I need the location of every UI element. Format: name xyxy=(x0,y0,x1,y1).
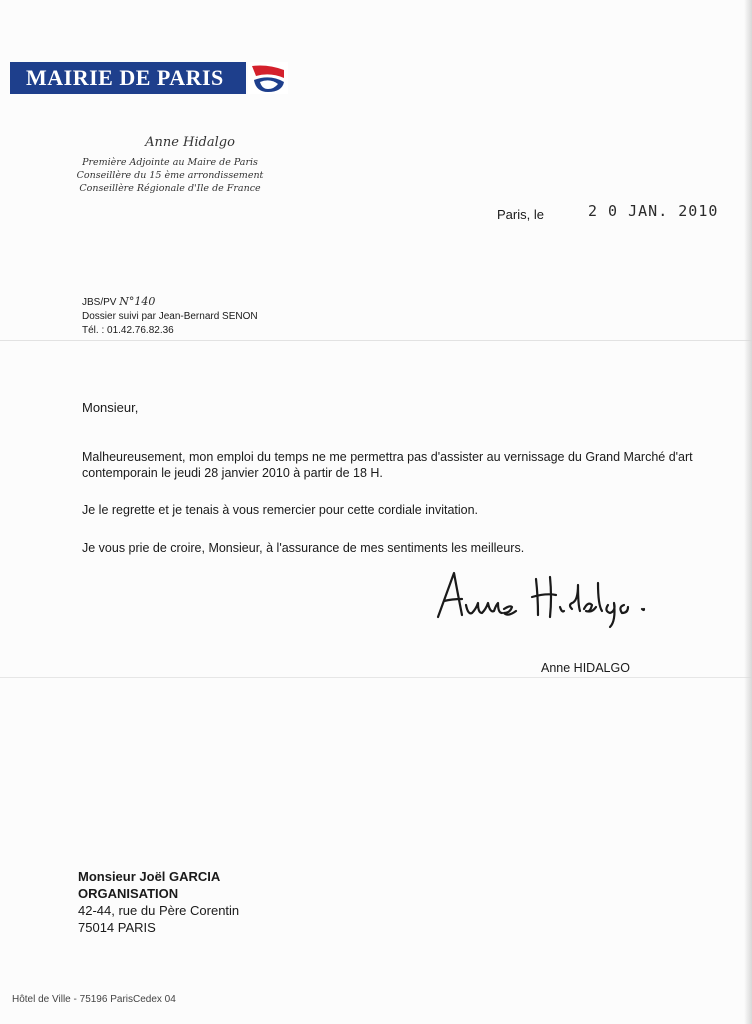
paper-fold xyxy=(0,677,752,678)
author-title: Conseillère du 15 ème arrondissement xyxy=(76,170,264,181)
paper-edge-shadow xyxy=(744,0,752,1024)
author-title: Première Adjointe au Maire de Paris xyxy=(82,157,258,168)
handwritten-signature xyxy=(432,565,662,640)
phone-line: Tél. : 01.42.76.82.36 xyxy=(82,325,174,336)
paper-fold xyxy=(0,340,752,341)
logo-bar xyxy=(10,62,246,94)
author-title: Conseillère Régionale d'Ile de France xyxy=(79,183,261,194)
dossier-line: Dossier suivi par Jean-Bernard SENON xyxy=(82,311,258,322)
author-block xyxy=(50,135,290,195)
salutation: Monsieur, xyxy=(82,400,139,415)
recipient-name: Monsieur Joël GARCIA xyxy=(78,869,221,884)
paris-emblem-icon xyxy=(248,62,288,94)
reference-code: JBS/PV xyxy=(82,297,117,308)
date-place: Paris, le xyxy=(497,207,544,222)
reference-block xyxy=(82,295,258,338)
recipient-street: 42-44, rue du Père Corentin xyxy=(78,903,240,918)
body-paragraph: Je vous prie de croire, Monsieur, à l'assurance de mes sentiments les meilleurs. xyxy=(82,541,525,555)
mairie-logo xyxy=(10,62,280,94)
body-paragraph: Je le regrette et je tenais à vous remercier pour cette cordiale invitation. xyxy=(82,503,479,517)
signer-name: Anne HIDALGO xyxy=(541,661,630,675)
recipient-address xyxy=(78,868,239,936)
logo-text: MAIRIE DE PARIS xyxy=(26,65,224,90)
date-stamp: 2 0 JAN. 2010 xyxy=(588,202,719,220)
author-name: Anne Hidalgo xyxy=(145,135,235,150)
handwritten-number: N°140 xyxy=(119,295,156,308)
footer-address: Hôtel de Ville - 75196 ParisCedex 04 xyxy=(12,994,176,1005)
recipient-city: 75014 PARIS xyxy=(78,920,156,935)
recipient-organisation: ORGANISATION xyxy=(78,886,179,901)
body-paragraph: Malheureusement, mon emploi du temps ne me permettra pas d'assister au vernissage du Grand Marché d'art contemporain le jeudi 28 janvier 2010 à partir de 18 H. xyxy=(82,450,693,480)
